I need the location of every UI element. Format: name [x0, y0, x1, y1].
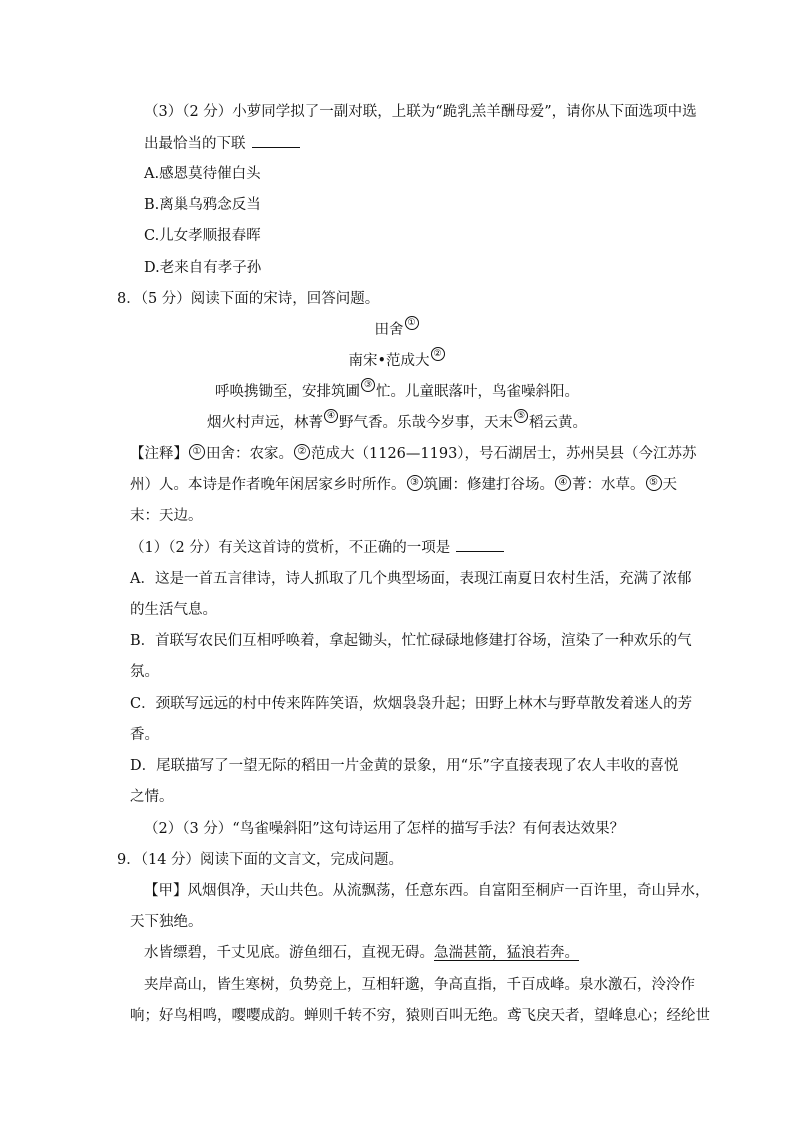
note-mark-1: ① [405, 316, 419, 330]
option-a: A.感恩莫待催白头 [144, 166, 261, 182]
q8-stem: 8．（5 分）阅读下面的宋诗，回答问题。 [117, 291, 380, 307]
q8-option-a-1: A．这是一首五言律诗，诗人抓取了几个典型场面，表现江南夏日农村生活，充满了浓郁 [130, 571, 692, 587]
poem-author: 南宋•范成大 ② [0, 351, 794, 371]
note-mark-2: ② [431, 347, 445, 361]
q8-option-d-1: D．尾联描写了一望无际的稻田一片金黄的景象，用“乐”字直接表现了农人丰收的喜悦 [130, 758, 679, 774]
q8-option-d-2: 之情。 [130, 789, 174, 805]
q9-para2: 水皆缥碧，千丈见底。游鱼细石，直视无碍。急湍甚箭，猛浪若奔。 [144, 945, 579, 961]
option-b: B.离巢乌鸦念反当 [144, 197, 261, 213]
option-d: D.老来自有孝子孙 [144, 260, 262, 276]
notes-line-1: 【注释】 ① 田舍：农家。 ② 范成大（1126—1193），号石湖居士，苏州吴县（今江苏苏 [130, 446, 697, 462]
answer-blank[interactable] [252, 135, 300, 148]
q9-para3-b: 响；好鸟相鸣，嘤嘤成韵。蝉则千转不穷，猿则百叫无绝。鸢飞戾天者，望峰息心；经纶世 [130, 1008, 710, 1024]
answer-blank[interactable] [456, 539, 504, 552]
q8-sub2: （2）（3 分）“鸟雀噪斜阳”这句诗运用了怎样的描写手法？有何表达效果？ [144, 821, 625, 837]
q7-3-line2: 出最恰当的下联 [144, 134, 300, 154]
q8-option-b-1: B．首联写农民们互相呼唤着，拿起锄头，忙忙碌碌地修建打谷场，渲染了一种欢乐的气 [130, 633, 692, 649]
note-mark-5: ⑤ [514, 409, 528, 423]
q9-para3-a: 夹岸高山，皆生寒树，负势竞上，互相轩邈，争高直指，千百成峰。泉水激石，泠泠作 [144, 977, 695, 993]
option-c: C.儿女孝顺报春晖 [144, 228, 261, 244]
notes-line-3: 末：天边。 [130, 508, 203, 524]
q8-option-c-1: C．颈联写远远的村中传来阵阵笑语，炊烟袅袅升起；田野上林木与野草散发着迷人的芳 [130, 696, 693, 712]
q8-option-a-2: 的生活气息。 [130, 602, 217, 618]
underlined-sentence: 急湍甚箭，猛浪若奔。 [434, 945, 579, 961]
poem-title: 田舍 ① [0, 320, 794, 340]
notes-line-2: 州）人。本诗是作者晚年闲居家乡时所作。 ③ 筑圃：修建打谷场。 ④ 菁：水草。 ⑤ 天 [130, 477, 677, 493]
poem-verse-2: 烟火村声远，林菁 ④ 野气香。乐哉今岁事，天末 ⑤ 稻云黄。 [207, 411, 587, 431]
note-mark-4: ④ [324, 409, 338, 423]
note-mark-3: ③ [361, 378, 375, 392]
q8-sub1-stem: （1）（2 分）有关这首诗的赏析，不正确的一项是 [130, 538, 504, 558]
q8-option-b-2: 氛。 [130, 664, 159, 680]
q8-option-c-2: 香。 [130, 727, 159, 743]
q7-3-line1: （3）（2 分）小萝同学拟了一副对联，上联为“跪乳羔羊酬母爱”，请你从下面选项中选 [144, 104, 697, 120]
q9-para1-b: 天下独绝。 [130, 914, 203, 930]
q9-para1-a: 【甲】风烟俱净，天山共色。从流飘荡，任意东西。自富阳至桐庐一百许里，奇山异水， [144, 883, 710, 899]
q9-stem: 9．（14 分）阅读下面的文言文，完成问题。 [117, 852, 404, 868]
poem-verse-1: 呼唤携锄至，安排筑圃 ③ 忙。儿童眠落叶，鸟雀噪斜阳。 [215, 380, 579, 400]
